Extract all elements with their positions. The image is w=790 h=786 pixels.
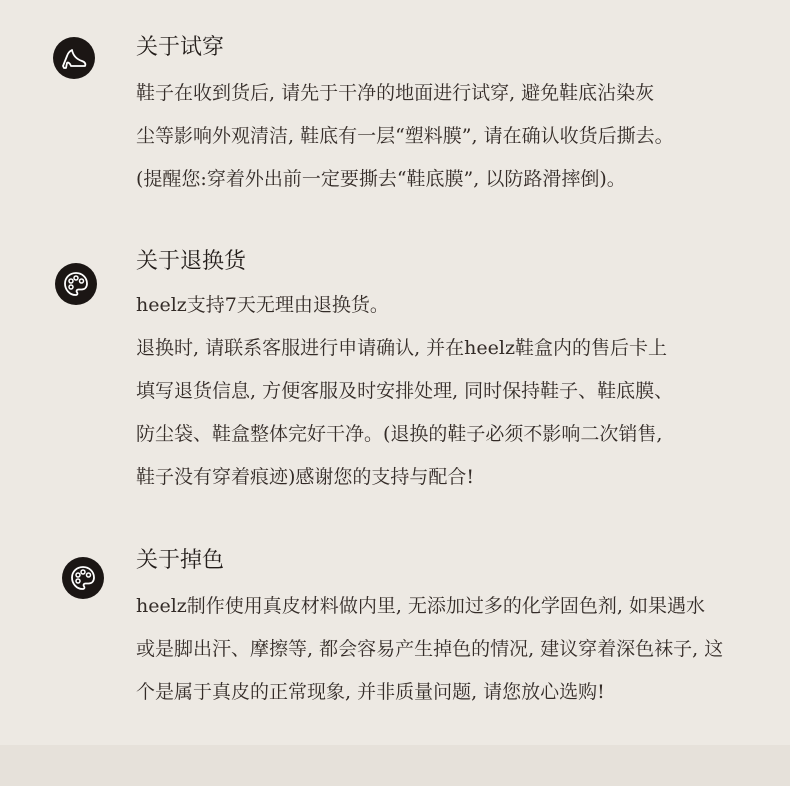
body-line: 退换时, 请联系客服进行申请确认, 并在heelz鞋盒内的售后卡上: [136, 337, 667, 359]
palette-icon: [62, 557, 104, 599]
palette-icon: [55, 263, 97, 305]
body-line: 防尘袋、鞋盒整体完好干净。(退换的鞋子必须不影响二次销售,: [136, 423, 663, 445]
section-body: [136, 72, 726, 201]
section-body: [136, 284, 726, 499]
high-heel-icon: [53, 37, 95, 79]
body-line: 或是脚出汗、摩擦等, 都会容易产生掉色的情况, 建议穿着深色袜子, 这: [136, 638, 724, 660]
section-body: [136, 585, 726, 714]
section-title: 关于退换货: [136, 249, 247, 274]
body-line: (提醒您:穿着外出前一定要撕去“鞋底膜”, 以防路滑摔倒)。: [136, 168, 626, 190]
body-line: 尘等影响外观清洁, 鞋底有一层“塑料膜”, 请在确认收货后撕去。: [136, 125, 674, 147]
body-line: heelz支持7天无理由退换货。: [136, 294, 389, 316]
body-line: heelz制作使用真皮材料做内里, 无添加过多的化学固色剂, 如果遇水: [136, 595, 705, 617]
footer-strip: [0, 745, 790, 786]
body-line: 填写退货信息, 方便客服及时安排处理, 同时保持鞋子、鞋底膜、: [136, 380, 674, 402]
body-line: 个是属于真皮的正常现象, 并非质量问题, 请您放心选购!: [136, 681, 605, 703]
body-line: 鞋子没有穿着痕迹)感谢您的支持与配合!: [136, 466, 475, 488]
section-title: 关于试穿: [136, 35, 225, 60]
body-line: 鞋子在收到货后, 请先于干净的地面进行试穿, 避免鞋底沾染灰: [136, 82, 655, 104]
section-title: 关于掉色: [136, 548, 225, 573]
